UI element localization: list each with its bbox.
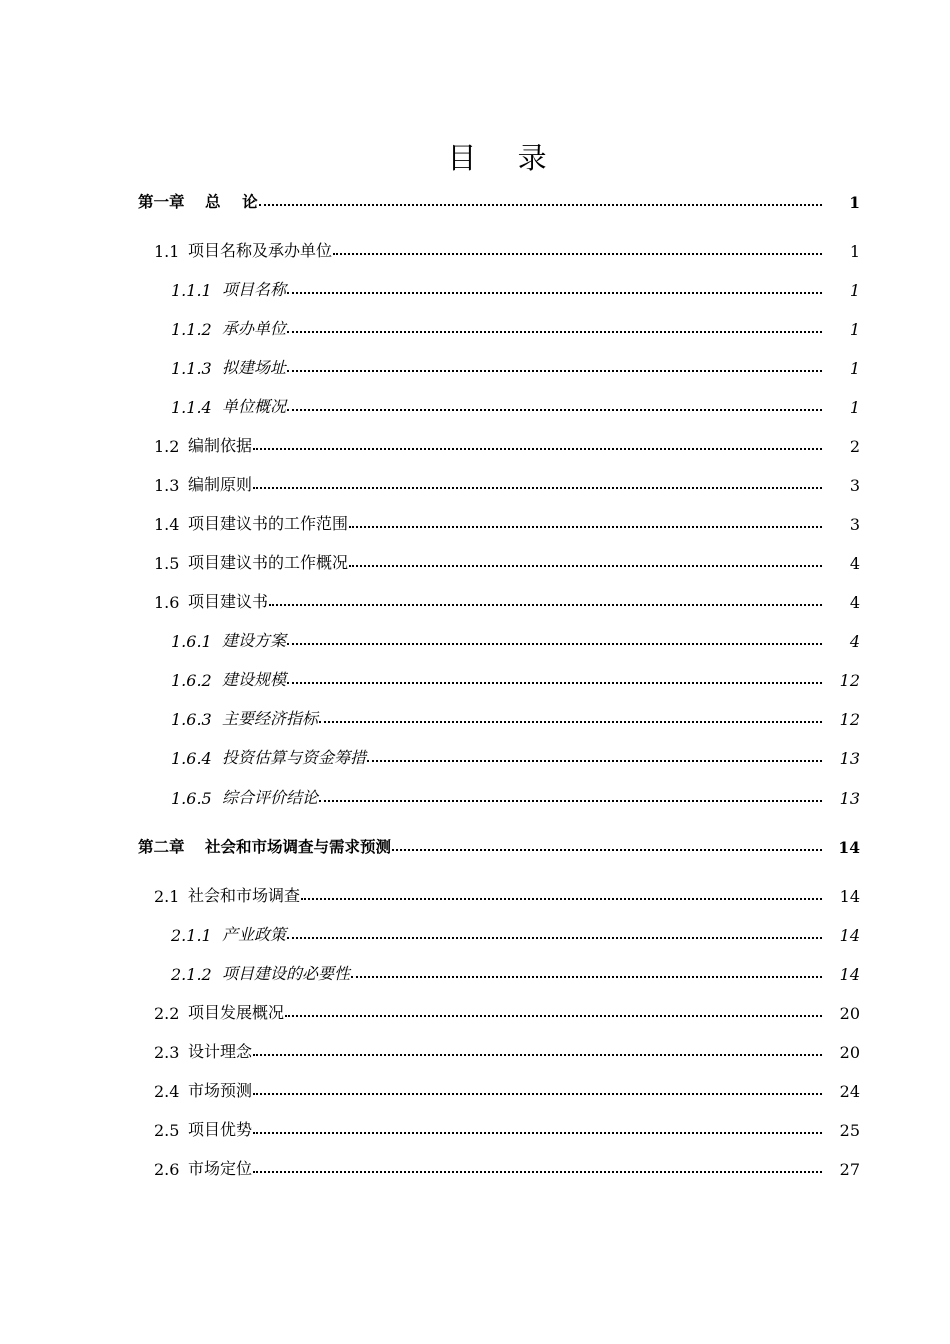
toc-entry-title: 单位概况 — [222, 397, 287, 416]
toc-chapter-entry[interactable] — [138, 188, 860, 212]
toc-entry[interactable] — [171, 627, 860, 651]
toc-entry[interactable] — [171, 784, 860, 808]
toc-page-number: 1 — [849, 193, 860, 212]
toc-page-number: 4 — [849, 593, 860, 612]
toc-dot-leader — [253, 1131, 822, 1134]
toc-dot-leader — [333, 252, 822, 255]
toc-page-number: 24 — [839, 1082, 860, 1101]
toc-page-number: 13 — [839, 749, 860, 768]
toc-entry-number: 1.5 — [154, 554, 180, 573]
toc-dot-leader — [253, 486, 822, 489]
toc-entry-number: 1.1.1 — [171, 281, 212, 300]
toc-page-number: 20 — [839, 1043, 860, 1062]
toc-entry-number: 1.1 — [154, 242, 180, 261]
toc-entry-title: 建设规模 — [222, 670, 287, 689]
toc-entry-number: 1.1.4 — [171, 398, 212, 417]
toc-entry-number: 2.1.2 — [171, 965, 212, 984]
toc-page-number: 1 — [849, 398, 860, 417]
toc-entry[interactable] — [171, 960, 860, 984]
toc-entry-title: 项目优势 — [188, 1120, 253, 1139]
toc-entry-number: 2.5 — [154, 1121, 180, 1140]
toc-dot-leader — [351, 975, 822, 978]
toc-dot-leader — [287, 936, 822, 939]
toc-page-number: 1 — [849, 320, 860, 339]
toc-page-number: 14 — [838, 838, 860, 857]
toc-dot-leader — [253, 1170, 822, 1173]
toc-title: 目 录 — [447, 141, 563, 175]
toc-page-number: 4 — [849, 554, 860, 573]
toc-entry[interactable] — [154, 999, 860, 1023]
toc-entry[interactable] — [154, 510, 860, 534]
toc-entry-number: 1.3 — [154, 476, 180, 495]
toc-entry-title: 项目建设的必要性 — [222, 964, 351, 983]
toc-page-number: 14 — [839, 926, 860, 945]
toc-page-number: 1 — [849, 281, 860, 300]
toc-entry[interactable] — [154, 1077, 860, 1101]
toc-entry[interactable] — [154, 588, 860, 612]
toc-entry-title: 项目名称 — [222, 280, 287, 299]
toc-entry-title: 社会和市场调查与需求预测 — [205, 837, 392, 856]
toc-page-number: 3 — [849, 476, 860, 495]
toc-dot-leader — [367, 759, 822, 762]
toc-page-number: 13 — [839, 789, 860, 808]
toc-entry[interactable] — [154, 1116, 860, 1140]
toc-entry-number: 1.6.3 — [171, 710, 212, 729]
toc-dot-leader — [287, 681, 822, 684]
toc-page-number: 12 — [839, 710, 860, 729]
toc-entry[interactable] — [154, 549, 860, 573]
toc-page-number: 14 — [839, 887, 860, 906]
toc-dot-leader — [287, 369, 822, 372]
toc-entry[interactable] — [154, 1038, 860, 1062]
toc-chapter-entry[interactable] — [138, 833, 860, 857]
toc-entry[interactable] — [154, 1155, 860, 1179]
toc-dot-leader — [349, 525, 822, 528]
toc-entry[interactable] — [154, 882, 860, 906]
toc-entry-number: 第二章 — [138, 837, 185, 856]
toc-entry[interactable] — [171, 276, 860, 300]
toc-entry-title: 编制原则 — [188, 475, 253, 494]
toc-entry-title: 项目建议书的工作范围 — [188, 514, 349, 533]
toc-entry-title: 市场预测 — [188, 1081, 253, 1100]
toc-entry[interactable] — [154, 237, 860, 261]
toc-dot-leader — [392, 848, 822, 851]
toc-dot-leader — [253, 1092, 822, 1095]
toc-entry[interactable] — [171, 705, 860, 729]
toc-dot-leader — [285, 1014, 822, 1017]
toc-dot-leader — [259, 203, 822, 206]
toc-entry-title: 总 论 — [205, 192, 258, 211]
toc-entry-title: 主要经济指标 — [222, 709, 319, 728]
toc-dot-leader — [287, 291, 822, 294]
toc-dot-leader — [319, 799, 822, 802]
toc-entry-number: 1.6.1 — [171, 632, 212, 651]
toc-entry-number: 2.1 — [154, 887, 180, 906]
toc-entry-number: 1.2 — [154, 437, 180, 456]
toc-entry-title: 项目建议书的工作概况 — [188, 553, 349, 572]
toc-entry[interactable] — [171, 393, 860, 417]
toc-page-number: 4 — [849, 632, 860, 651]
toc-entry-title: 综合评价结论 — [222, 788, 319, 807]
toc-dot-leader — [253, 1053, 822, 1056]
toc-dot-leader — [253, 447, 822, 450]
toc-entry-title: 编制依据 — [188, 436, 253, 455]
toc-entry-number: 2.4 — [154, 1082, 180, 1101]
toc-entry[interactable] — [154, 471, 860, 495]
toc-entry-title: 市场定位 — [188, 1159, 253, 1178]
toc-dot-leader — [287, 642, 822, 645]
toc-entry-number: 1.6 — [154, 593, 180, 612]
toc-page-number: 12 — [839, 671, 860, 690]
toc-page-number: 2 — [849, 437, 860, 456]
toc-entry[interactable] — [171, 921, 860, 945]
toc-entry-title: 承办单位 — [222, 319, 287, 338]
toc-page-number: 3 — [849, 515, 860, 534]
toc-entry-title: 社会和市场调查 — [188, 886, 301, 905]
toc-entry-number: 2.6 — [154, 1160, 180, 1179]
toc-entry-title: 建设方案 — [222, 631, 287, 650]
toc-dot-leader — [349, 564, 822, 567]
toc-page-number: 27 — [839, 1160, 860, 1179]
toc-entry[interactable] — [154, 432, 860, 456]
toc-entry-title: 项目名称及承办单位 — [188, 241, 333, 260]
toc-page-number: 25 — [839, 1121, 860, 1140]
toc-dot-leader — [319, 720, 822, 723]
toc-entry-title: 投资估算与资金筹措 — [222, 748, 367, 767]
toc-entry-title: 设计理念 — [188, 1042, 253, 1061]
toc-entry-number: 1.6.2 — [171, 671, 212, 690]
toc-entry[interactable] — [171, 354, 860, 378]
toc-page-number: 20 — [839, 1004, 860, 1023]
toc-dot-leader — [301, 897, 822, 900]
toc-entry[interactable] — [171, 666, 860, 690]
toc-dot-leader — [269, 603, 822, 606]
toc-entry-number: 2.2 — [154, 1004, 180, 1023]
toc-entry-number: 1.6.5 — [171, 789, 212, 808]
toc-page-number: 14 — [839, 965, 860, 984]
toc-entry-number: 1.4 — [154, 515, 180, 534]
toc-dot-leader — [287, 330, 822, 333]
toc-page-number: 1 — [849, 242, 860, 261]
toc-entry-title: 产业政策 — [222, 925, 287, 944]
toc-entry-number: 2.3 — [154, 1043, 180, 1062]
toc-entry[interactable] — [171, 744, 860, 768]
toc-entry-title: 拟建场址 — [222, 358, 287, 377]
toc-entry-number: 1.1.3 — [171, 359, 212, 378]
toc-entry-title: 项目建议书 — [188, 592, 269, 611]
toc-entry-number: 2.1.1 — [171, 926, 212, 945]
toc-entry-title: 项目发展概况 — [188, 1003, 285, 1022]
toc-entry-number: 1.1.2 — [171, 320, 212, 339]
toc-entry-number: 1.6.4 — [171, 749, 212, 768]
toc-page-number: 1 — [849, 359, 860, 378]
toc-entry[interactable] — [171, 315, 860, 339]
toc-dot-leader — [287, 408, 822, 411]
toc-entry-number: 第一章 — [138, 192, 185, 211]
